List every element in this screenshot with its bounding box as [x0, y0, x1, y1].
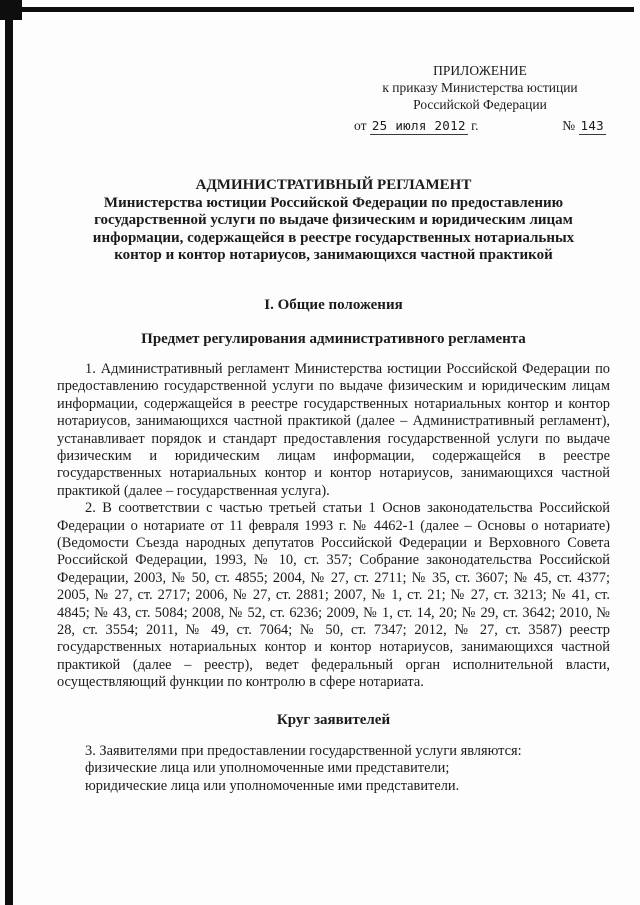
title-line: информации, содержащейся в реестре государственных нотариальных — [92, 229, 575, 246]
order-number-value: 143 — [580, 118, 604, 133]
title-line: контор и контор нотариусов, занимающихся частной практикой — [114, 247, 553, 264]
appendix-block — [354, 62, 606, 134]
order-date-suffix: г. — [471, 118, 479, 133]
paragraph-1: 1. Административный регламент Министерства юстиции Российской Федерации по предоставлению государственной услуги по выдаче физическим и юридическим лицам информации, содержащейся в реестре государственных нотариальных контор и контор нотариусов, занимающихся частной практикой (далее – Административный регламент), устанавливает порядок и стандарт предоставления государственной услуги по выдаче физическим и юридическим лицам информации, содержащейся в реестре государственных нотариальных контор и контор нотариусов, занимающихся частной практикой (далее – государственная услуга). — [57, 360, 610, 499]
scan-border-left — [5, 0, 13, 905]
order-number — [562, 117, 606, 134]
paragraph-2: 2. В соответствии с частью третьей статьи 1 Основ законодательства Российской Федерации о нотариате от 11 февраля 1993 г. № 4462-1 (далее – Основы о нотариате) (Ведомости Съезда народных депутатов Российской Федерации и Верховного Совета Российской Федерации, 1993, № 10, ст. 357; Собрание законодательства Российской Федерации, 2003, № 50, ст. 4855; 2004, № 27, ст. 2711; № 35, ст. 3607; № 45, ст. 4377; 2005, № 27, ст. 2717; 2006, № 27, ст. 2881; 2007, № 1, ст. 21; № 27, ст. 3213; № 41, ст. 4845; № 43, ст. 5084; 2008, № 52, ст. 6236; 2009, № 1, ст. 14, 20; № 29, ст. 3642; 2010, № 28, ст. 3554; 2011, № 49, ст. 7064; № 50, ст. 7347; 2012, № 27, ст. 3587) реестр государственных нотариальных контор и контор нотариусов, занимающихся частной практикой (далее – реестр), ведет федеральный орган исполнительной власти, осуществляющий функции по контролю в сфере нотариата. — [57, 500, 610, 691]
appendix-line-order: к приказу Министерства юстиции — [382, 80, 578, 95]
paragraph-3 — [57, 743, 610, 796]
document-title — [57, 177, 610, 265]
page-content — [57, 0, 610, 795]
order-date-value: 25 июля 2012 — [371, 118, 466, 133]
paragraph-3-line: юридические лица или уполномоченные ими представители. — [85, 777, 460, 794]
title-line: Министерства юстиции Российской Федерации по предоставлению — [103, 194, 564, 211]
appendix-date-row — [354, 117, 606, 134]
order-date-prefix: от — [354, 118, 367, 133]
section-heading-general: I. Общие положения — [264, 296, 403, 313]
order-date — [354, 117, 479, 134]
paragraph-3-line: 3. Заявителями при предоставлении государственной услуги являются: — [85, 742, 522, 759]
appendix-line-ministry: Российской Федерации — [413, 97, 547, 112]
paragraph-3-line: физические лица или уполномоченные ими представители; — [85, 760, 450, 777]
number-sign: № — [562, 118, 576, 133]
appendix-title: ПРИЛОЖЕНИЕ — [433, 63, 527, 78]
title-line: АДМИНИСТРАТИВНЫЙ РЕГЛАМЕНТ — [195, 177, 472, 193]
section-heading-subject: Предмет регулирования административного регламента — [141, 330, 526, 347]
section-heading-applicants: Круг заявителей — [276, 711, 391, 728]
title-line: государственной услуги по выдаче физическим и юридическим лицам — [94, 212, 573, 229]
